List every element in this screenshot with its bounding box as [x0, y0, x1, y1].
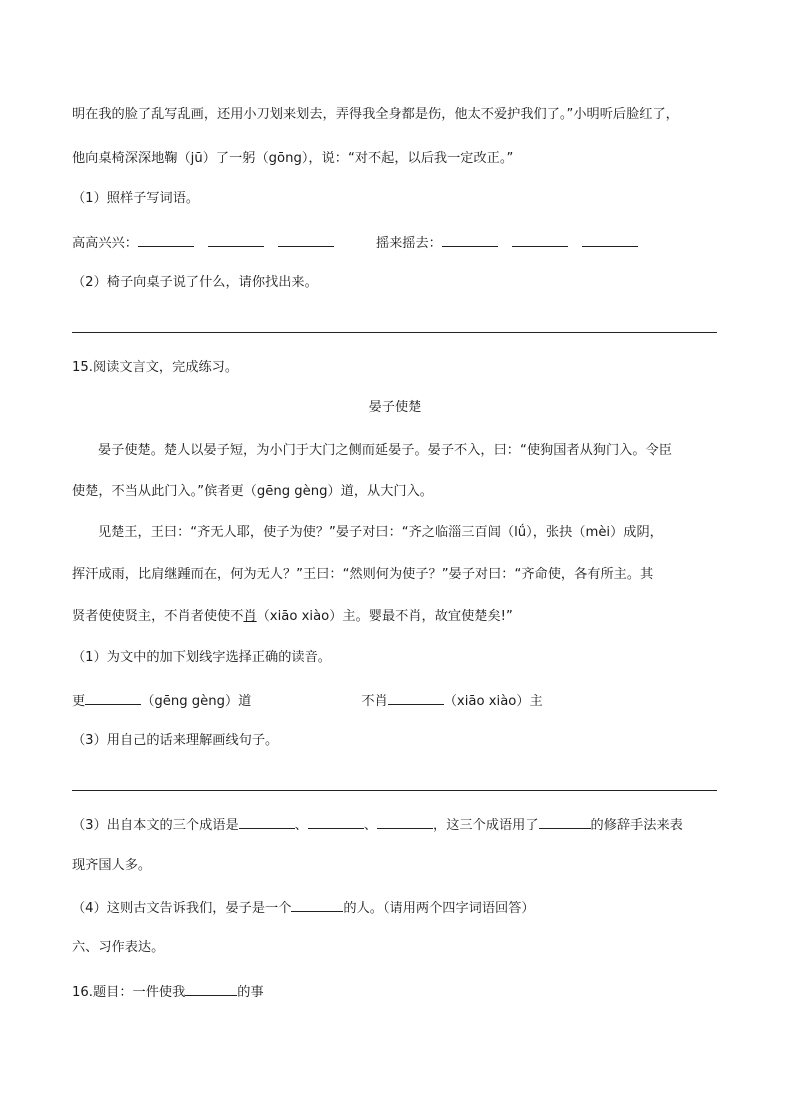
q14-example-row: [72, 232, 638, 254]
gen-label: 更: [72, 694, 86, 709]
underlined-char-xiao: 肖: [243, 609, 257, 624]
q15-answer-line[interactable]: [72, 790, 717, 791]
sep-1: 、: [294, 818, 308, 833]
example1-label: 高高兴兴：: [72, 236, 138, 251]
example2-blank-2[interactable]: [512, 232, 568, 247]
q16-part-a: 16.题目：一件使我: [72, 985, 186, 1000]
q15-p1-line1: 晏子使楚。楚人以晏子短，为小门于大门之侧而延晏子。晏子不入，曰：“使狗国者从狗门入。令臣: [98, 443, 672, 458]
passage-line-1: 明在我的脸了乱写乱画，还用小刀划来划去，弄得我全身都是伤，他太不爱护我们了。”小明听后脸红了，: [72, 107, 679, 122]
q15-heading: 15.阅读文言文，完成练习。: [72, 360, 239, 375]
q16-blank[interactable]: [185, 981, 237, 996]
q14-sub1: （1）照样子写词语。: [72, 191, 200, 206]
sep-2: 、: [363, 818, 378, 833]
sub3-part-c: 的修辞手法来表: [590, 818, 683, 833]
q15-sub2: （3）用自己的话来理解画线句子。: [72, 733, 279, 748]
idiom-blank-1[interactable]: [239, 814, 295, 829]
sub4-part-b: 的人。（请用两个四字词语回答）: [343, 901, 535, 916]
q15-p1-line2: 使楚，不当从此门入。”傧者更（gēng gèng）道，从大门入。: [72, 484, 433, 499]
rhetoric-blank[interactable]: [539, 814, 591, 829]
q15-reading-row: [72, 690, 543, 712]
xiao-pinyin: （xiāo xiào）主: [443, 694, 543, 709]
character-blank[interactable]: [291, 897, 343, 912]
p2-line3-part-a: 贤者使使贤主，不肖者使使不: [72, 609, 244, 624]
xiao-blank[interactable]: [388, 690, 444, 705]
xiao-label: 不肖: [361, 694, 388, 709]
example1-blank-2[interactable]: [208, 232, 264, 247]
section6-heading: 六、习作表达。: [72, 940, 165, 955]
gen-pinyin: （gēng gèng）道: [141, 694, 252, 709]
q15-sub1: （1）为文中的加下划线字选择正确的读音。: [72, 650, 331, 665]
q14-sub2: （2）椅子向桌子说了什么，请你找出来。: [72, 275, 318, 290]
q15-p2-line2: 挥汗成雨，比肩继踵而在，何为无人？”王曰：“然则何为使子？”晏子对曰：“齐命使，各有所主。其: [72, 567, 654, 582]
sub4-part-a: （4）这则古文告诉我们，晏子是一个: [72, 901, 292, 916]
example2-blank-3[interactable]: [582, 232, 638, 247]
sub3-part-b: ，这三个成语用了: [433, 818, 539, 833]
idiom-blank-3[interactable]: [377, 814, 433, 829]
example2-blank-1[interactable]: [442, 232, 498, 247]
q15-passage-title: 晏子使楚: [368, 400, 422, 415]
q15-sub3-line2: 现齐国人多。: [72, 858, 152, 873]
idiom-blank-2[interactable]: [308, 814, 364, 829]
p2-line3-part-b: （xiāo xiào）主。婴最不肖，故宜使楚矣!”: [256, 609, 513, 624]
q16-part-b: 的事: [237, 985, 264, 1000]
example1-blank-3[interactable]: [278, 232, 334, 247]
q15-sub3: [72, 814, 683, 836]
gen-blank[interactable]: [85, 690, 141, 705]
q15-sub4: [72, 897, 535, 919]
q16-title: [72, 981, 264, 1003]
example2-label: 摇来摇去：: [375, 236, 442, 251]
passage-line-2: 他向桌椅深深地鞠（jū）了一躬（gōng），说：“对不起，以后我一定改正。”: [72, 151, 514, 166]
example1-blank-1[interactable]: [138, 232, 194, 247]
q15-p2-line1: 见楚王，王曰：“齐无人耶，使子为使？”晏子对曰：“齐之临淄三百闾（lǘ），张抉（mèi）成阴，: [98, 525, 663, 540]
q14-answer-line[interactable]: [72, 332, 717, 333]
sub3-part-a: （3）出自本文的三个成语是: [72, 818, 239, 833]
q15-p2-line3: [72, 607, 513, 627]
